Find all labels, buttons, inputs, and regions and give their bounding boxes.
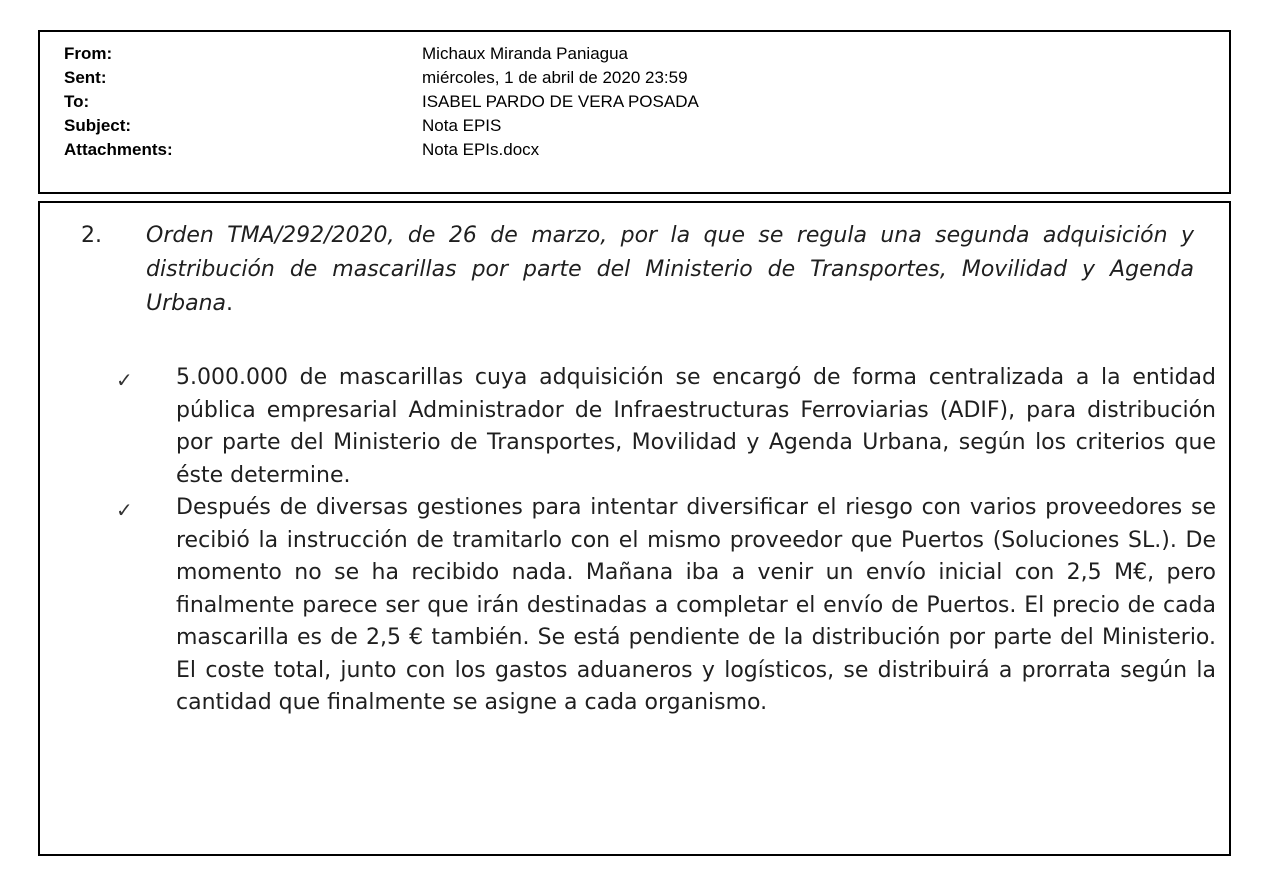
- item-title-end: .: [226, 291, 234, 316]
- header-row-to: [64, 90, 699, 114]
- bullet-item: Después de diversas gestiones para intentar diversificar el riesgo con varios proveedores se recibió la instrucción de tramitarlo con el mismo proveedor que Puertos (Soluciones SL.). De momento no se ha recibido nada. Mañana iba a venir un envío inicial con 2,5 M€, pero finalmente parece ser que irán destinadas a completar el envío de Puertos. El precio de cada mascarilla es de 2,5 € también. Se está pendiente de la distribución por parte del Ministerio. El coste total, junto con los gastos aduaneros y logísticos, se distribuirá a prorrata según la cantidad que finalmente se asigne a cada organismo.: [176, 495, 1216, 715]
- sent-label: Sent:: [64, 68, 107, 87]
- from-label: From:: [64, 44, 113, 63]
- header-row-from: [64, 42, 629, 66]
- item-title: [146, 219, 1194, 321]
- header-row-sent: [64, 66, 688, 90]
- checkmark-icon: ✓: [116, 368, 133, 392]
- bullet-item: 5.000.000 de mascarillas cuya adquisición se encargó de forma centralizada a la entidad pública empresarial Administrador de Infraestructuras Ferroviarias (ADIF), para distribución por parte del Ministerio de Transportes, Movilidad y Agenda Urbana, según los criterios que éste determine.: [176, 365, 1216, 488]
- attachments-label: Attachments:: [64, 140, 173, 159]
- from-value: Michaux Miranda Paniagua: [422, 44, 629, 63]
- attachment-file: Nota EPIs.docx: [422, 140, 540, 159]
- subject-value: Nota EPIS: [422, 116, 502, 135]
- note-body: [38, 201, 1231, 856]
- subject-label: Subject:: [64, 116, 132, 135]
- to-value: ISABEL PARDO DE VERA POSADA: [422, 92, 699, 111]
- item-title-text: Orden TMA/292/2020, de 26 de marzo, por la que se regula una segunda adquisición y distribución de mascarillas por parte del Ministerio de Transportes, Movilidad y Agenda Urbana: [146, 223, 1194, 316]
- to-label: To:: [64, 92, 90, 111]
- sent-value: miércoles, 1 de abril de 2020 23:59: [422, 68, 688, 87]
- header-row-subject: [64, 114, 502, 138]
- item-number: 2.: [81, 223, 102, 248]
- header-row-attachments: [64, 138, 540, 162]
- email-header: [38, 30, 1231, 194]
- checkmark-icon: ✓: [116, 498, 133, 522]
